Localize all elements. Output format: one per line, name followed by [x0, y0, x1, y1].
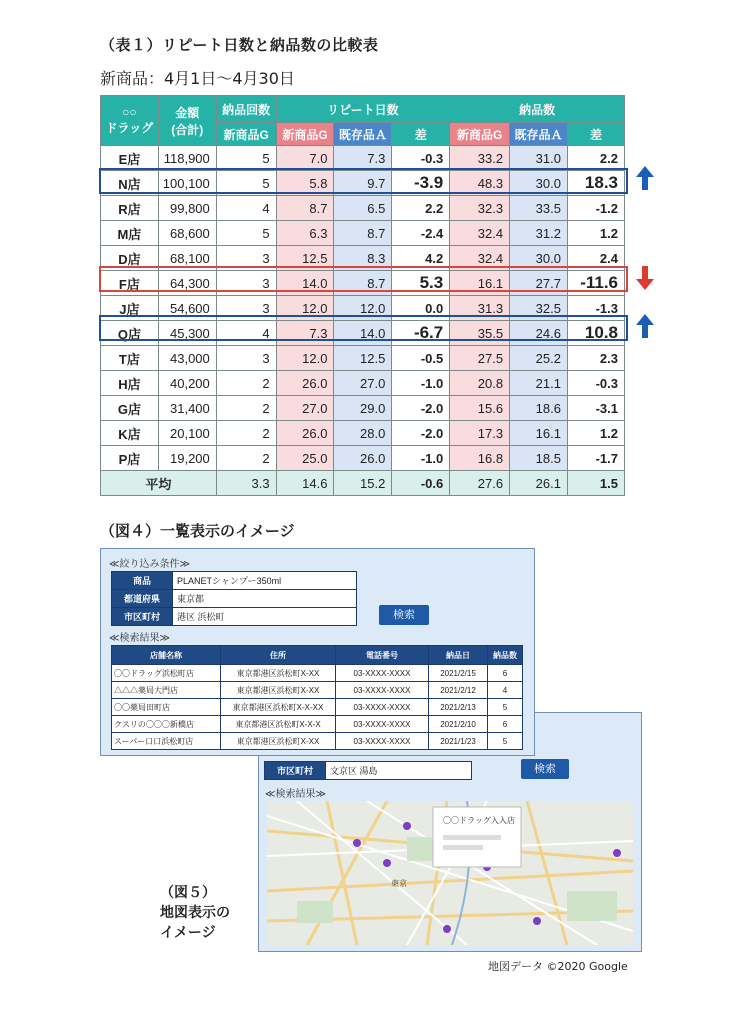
map-label-tokyo: 東京	[391, 879, 407, 888]
delivered-existing-a-cell: 30.0	[510, 171, 568, 196]
header-count-new-g: 新商品G	[216, 123, 276, 146]
delivered-existing-a-cell: 31.2	[510, 221, 568, 246]
table-row	[101, 346, 625, 371]
delivery-count-cell: 2	[216, 446, 276, 471]
delivery-count-cell: 3	[216, 346, 276, 371]
result-store-name: △△△薬局大門店	[112, 682, 221, 699]
table-row	[101, 146, 625, 171]
delivery-count-cell: 2	[216, 421, 276, 446]
repeat-existing-a-cell: 29.0	[334, 396, 392, 421]
delivered-new-g-cell: 20.8	[450, 371, 510, 396]
result-store-name: クスリの〇〇〇新橋店	[112, 716, 221, 733]
delivery-count-cell: 5	[216, 171, 276, 196]
header-repeat-existing-a: 既存品Ａ	[334, 123, 392, 146]
amount-cell: 100,100	[158, 171, 216, 196]
store-cell: M店	[101, 221, 159, 246]
table-row	[101, 196, 625, 221]
repeat-existing-a-cell: 28.0	[334, 421, 392, 446]
store-cell: F店	[101, 271, 159, 296]
header-delivered: 納品数	[450, 96, 625, 123]
repeat-diff-cell: -0.3	[392, 146, 450, 171]
delivered-new-g-cell: 32.3	[450, 196, 510, 221]
result-delivered-qty: 5	[488, 733, 523, 750]
delivered-diff-cell: -1.2	[567, 196, 624, 221]
repeat-new-g-cell: 12.5	[276, 246, 334, 271]
result-row[interactable]	[112, 682, 523, 699]
average-delivered-existing-a-cell: 26.1	[510, 471, 568, 496]
delivered-diff-cell: -1.3	[567, 296, 624, 321]
delivered-new-g-cell: 17.3	[450, 421, 510, 446]
table-row	[101, 321, 625, 346]
figure4-title: （図４）一覧表示のイメージ	[100, 522, 295, 540]
table-row	[101, 246, 625, 271]
delivered-existing-a-cell: 32.5	[510, 296, 568, 321]
result-delivery-date: 2021/2/13	[429, 699, 488, 716]
up-arrow-icon	[636, 314, 654, 338]
delivered-new-g-cell: 33.2	[450, 146, 510, 171]
repeat-existing-a-cell: 12.5	[334, 346, 392, 371]
repeat-new-g-cell: 7.0	[276, 146, 334, 171]
repeat-existing-a-cell: 12.0	[334, 296, 392, 321]
header-delivered-new-g: 新商品G	[450, 123, 510, 146]
repeat-existing-a-cell: 8.7	[334, 271, 392, 296]
store-cell: P店	[101, 446, 159, 471]
search-results-table	[111, 645, 523, 750]
table-row	[101, 221, 625, 246]
repeat-diff-cell: -3.9	[392, 171, 450, 196]
filter-key-product: 商品	[112, 572, 173, 590]
result-address: 東京都港区浜松町X-X-X	[221, 716, 336, 733]
average-delivered-diff-cell: 1.5	[567, 471, 624, 496]
col-phone: 電話番号	[336, 646, 429, 665]
delivery-count-cell: 5	[216, 146, 276, 171]
average-label: 平均	[101, 471, 217, 496]
result-delivered-qty: 4	[488, 682, 523, 699]
delivered-diff-cell: -0.3	[567, 371, 624, 396]
amount-cell: 118,900	[158, 146, 216, 171]
comparison-table	[100, 95, 625, 496]
table-row	[101, 296, 625, 321]
col-store-name: 店舗名称	[112, 646, 221, 665]
table-row	[101, 271, 625, 296]
result-row[interactable]	[112, 665, 523, 682]
repeat-new-g-cell: 6.3	[276, 221, 334, 246]
repeat-new-g-cell: 27.0	[276, 396, 334, 421]
delivered-existing-a-cell: 18.6	[510, 396, 568, 421]
header-amount	[158, 96, 216, 146]
result-address: 東京都港区浜松町X-XX	[221, 665, 336, 682]
down-arrow-icon	[636, 266, 654, 290]
repeat-diff-cell: -2.0	[392, 421, 450, 446]
result-address: 東京都港区浜松町X-XX	[221, 733, 336, 750]
repeat-diff-cell: 5.3	[392, 271, 450, 296]
delivery-count-cell: 4	[216, 196, 276, 221]
repeat-new-g-cell: 26.0	[276, 421, 334, 446]
result-address: 東京都港区浜松町X-XX	[221, 682, 336, 699]
result-delivered-qty: 5	[488, 699, 523, 716]
repeat-new-g-cell: 14.0	[276, 271, 334, 296]
result-delivered-qty: 6	[488, 716, 523, 733]
delivered-diff-cell: 1.2	[567, 421, 624, 446]
delivery-count-cell: 4	[216, 321, 276, 346]
map-popup-store-name: 〇〇ドラッグ入入店	[443, 816, 515, 825]
result-delivery-date: 2021/2/10	[429, 716, 488, 733]
delivered-new-g-cell: 27.5	[450, 346, 510, 371]
result-row[interactable]	[112, 699, 523, 716]
repeat-new-g-cell: 12.0	[276, 346, 334, 371]
store-cell: Q店	[101, 321, 159, 346]
store-cell: R店	[101, 196, 159, 221]
figure5-title	[160, 883, 230, 943]
figure5-title-line2: 地図表示の	[160, 905, 230, 921]
result-phone: 03-XXXX-XXXX	[336, 716, 429, 733]
amount-cell: 54,600	[158, 296, 216, 321]
result-phone: 03-XXXX-XXXX	[336, 665, 429, 682]
delivered-new-g-cell: 32.4	[450, 246, 510, 271]
header-store-label: ○○ ドラッグ	[105, 105, 154, 135]
filter-conditions-table	[111, 571, 357, 626]
repeat-diff-cell: -2.0	[392, 396, 450, 421]
delivery-count-cell: 2	[216, 371, 276, 396]
amount-cell: 64,300	[158, 271, 216, 296]
delivered-diff-cell: 2.3	[567, 346, 624, 371]
repeat-new-g-cell: 8.7	[276, 196, 334, 221]
repeat-diff-cell: 0.0	[392, 296, 450, 321]
delivered-existing-a-cell: 24.6	[510, 321, 568, 346]
table-row	[101, 396, 625, 421]
result-store-name: スーパー口口浜松町店	[112, 733, 221, 750]
delivered-diff-cell: 2.4	[567, 246, 624, 271]
table-row	[101, 371, 625, 396]
store-cell: E店	[101, 146, 159, 171]
amount-cell: 20,100	[158, 421, 216, 446]
table-row	[101, 446, 625, 471]
amount-cell: 68,600	[158, 221, 216, 246]
header-delivered-diff: 差	[567, 123, 624, 146]
average-row	[101, 471, 625, 496]
header-repeat-new-g: 新商品G	[276, 123, 334, 146]
delivered-diff-cell: -3.1	[567, 396, 624, 421]
amount-cell: 45,300	[158, 321, 216, 346]
table-row	[101, 171, 625, 196]
header-amount-label: 金額 (合計)	[171, 105, 204, 137]
col-delivery-date: 納品日	[429, 646, 488, 665]
average-delivered-new-g-cell: 27.6	[450, 471, 510, 496]
repeat-new-g-cell: 26.0	[276, 371, 334, 396]
delivered-new-g-cell: 16.8	[450, 446, 510, 471]
filter-value-city: 文京区 湯島	[326, 762, 472, 780]
figure5-title-line3: イメージ	[160, 925, 216, 941]
delivered-existing-a-cell: 33.5	[510, 196, 568, 221]
filter-value-product: PLANETシャンプー350ml	[173, 572, 357, 590]
delivery-count-cell: 5	[216, 221, 276, 246]
repeat-diff-cell: 2.2	[392, 196, 450, 221]
delivered-diff-cell: -11.6	[567, 271, 624, 296]
result-phone: 03-XXXX-XXXX	[336, 682, 429, 699]
repeat-existing-a-cell: 9.7	[334, 171, 392, 196]
repeat-existing-a-cell: 7.3	[334, 146, 392, 171]
map-data-credit: 地図データ ©2020 Google	[488, 960, 628, 973]
average-repeat-diff-cell: -0.6	[392, 471, 450, 496]
average-count-cell: 3.3	[216, 471, 276, 496]
repeat-diff-cell: -6.7	[392, 321, 450, 346]
delivered-new-g-cell: 31.3	[450, 296, 510, 321]
delivered-existing-a-cell: 18.5	[510, 446, 568, 471]
store-cell: J店	[101, 296, 159, 321]
header-delivered-existing-a: 既存品Ａ	[510, 123, 568, 146]
store-cell: N店	[101, 171, 159, 196]
repeat-existing-a-cell: 26.0	[334, 446, 392, 471]
amount-cell: 40,200	[158, 371, 216, 396]
filter-key-prefecture: 都道府県	[112, 590, 173, 608]
delivered-diff-cell: 1.2	[567, 221, 624, 246]
map-search-button[interactable]: 検索	[521, 759, 569, 779]
delivered-diff-cell: 2.2	[567, 146, 624, 171]
store-cell: T店	[101, 346, 159, 371]
header-delivery-count: 納品回数	[216, 96, 276, 123]
delivered-existing-a-cell: 16.1	[510, 421, 568, 446]
repeat-existing-a-cell: 14.0	[334, 321, 392, 346]
result-delivery-date: 2021/1/23	[429, 733, 488, 750]
amount-cell: 19,200	[158, 446, 216, 471]
delivered-existing-a-cell: 25.2	[510, 346, 568, 371]
result-phone: 03-XXXX-XXXX	[336, 733, 429, 750]
delivery-count-cell: 3	[216, 246, 276, 271]
repeat-diff-cell: 4.2	[392, 246, 450, 271]
header-repeat-days: リピート日数	[276, 96, 450, 123]
delivered-existing-a-cell: 21.1	[510, 371, 568, 396]
repeat-diff-cell: -0.5	[392, 346, 450, 371]
search-results-title: ≪検索結果≫	[109, 633, 170, 644]
table-title: （表１）リピート日数と納品数の比較表	[100, 36, 379, 54]
delivered-new-g-cell: 32.4	[450, 221, 510, 246]
filter-key-city: 市区町村	[265, 762, 326, 780]
result-store-name: 〇〇薬局田町店	[112, 699, 221, 716]
store-cell: K店	[101, 421, 159, 446]
filter-key-city: 市区町村	[112, 608, 173, 626]
map-results-title: ≪検索結果≫	[265, 789, 326, 800]
store-cell: D店	[101, 246, 159, 271]
amount-cell: 43,000	[158, 346, 216, 371]
repeat-new-g-cell: 7.3	[276, 321, 334, 346]
delivery-count-cell: 3	[216, 271, 276, 296]
delivered-new-g-cell: 15.6	[450, 396, 510, 421]
amount-cell: 99,800	[158, 196, 216, 221]
delivered-new-g-cell: 16.1	[450, 271, 510, 296]
delivered-existing-a-cell: 30.0	[510, 246, 568, 271]
delivered-existing-a-cell: 31.0	[510, 146, 568, 171]
filter-conditions-title: ≪絞り込み条件≫	[109, 559, 190, 570]
repeat-existing-a-cell: 6.5	[334, 196, 392, 221]
result-store-name: 〇〇ドラッグ浜松町店	[112, 665, 221, 682]
delivered-diff-cell: 18.3	[567, 171, 624, 196]
delivery-count-cell: 2	[216, 396, 276, 421]
result-delivered-qty: 6	[488, 665, 523, 682]
repeat-new-g-cell: 5.8	[276, 171, 334, 196]
figure5-title-line1: （図５）	[160, 885, 216, 901]
search-button[interactable]: 検索	[379, 605, 429, 625]
amount-cell: 31,400	[158, 396, 216, 421]
result-row[interactable]	[112, 733, 523, 750]
table-subtitle: 新商品：4月1日〜4月30日	[100, 69, 295, 88]
repeat-new-g-cell: 12.0	[276, 296, 334, 321]
average-repeat-new-g-cell: 14.6	[276, 471, 334, 496]
delivery-count-cell: 3	[216, 296, 276, 321]
col-delivered-qty: 納品数	[488, 646, 523, 665]
repeat-diff-cell: -2.4	[392, 221, 450, 246]
result-delivery-date: 2021/2/15	[429, 665, 488, 682]
repeat-existing-a-cell: 27.0	[334, 371, 392, 396]
filter-value-prefecture: 東京都	[173, 590, 357, 608]
list-view-panel	[100, 548, 535, 756]
repeat-diff-cell: -1.0	[392, 446, 450, 471]
delivered-diff-cell: 10.8	[567, 321, 624, 346]
amount-cell: 68,100	[158, 246, 216, 271]
average-repeat-existing-a-cell: 15.2	[334, 471, 392, 496]
repeat-existing-a-cell: 8.7	[334, 221, 392, 246]
store-cell: G店	[101, 396, 159, 421]
delivered-existing-a-cell: 27.7	[510, 271, 568, 296]
header-store	[101, 96, 159, 146]
result-delivery-date: 2021/2/12	[429, 682, 488, 699]
filter-value-city: 港区 浜松町	[173, 608, 357, 626]
result-row[interactable]	[112, 716, 523, 733]
table-row	[101, 421, 625, 446]
header-repeat-diff: 差	[392, 123, 450, 146]
repeat-diff-cell: -1.0	[392, 371, 450, 396]
col-address: 住所	[221, 646, 336, 665]
up-arrow-icon	[636, 166, 654, 190]
repeat-existing-a-cell: 8.3	[334, 246, 392, 271]
delivered-new-g-cell: 35.5	[450, 321, 510, 346]
result-address: 東京都港区浜松町X-X-XX	[221, 699, 336, 716]
map-filter-table	[264, 761, 472, 780]
store-cell: H店	[101, 371, 159, 396]
delivered-new-g-cell: 48.3	[450, 171, 510, 196]
result-phone: 03-XXXX-XXXX	[336, 699, 429, 716]
repeat-new-g-cell: 25.0	[276, 446, 334, 471]
delivered-diff-cell: -1.7	[567, 446, 624, 471]
